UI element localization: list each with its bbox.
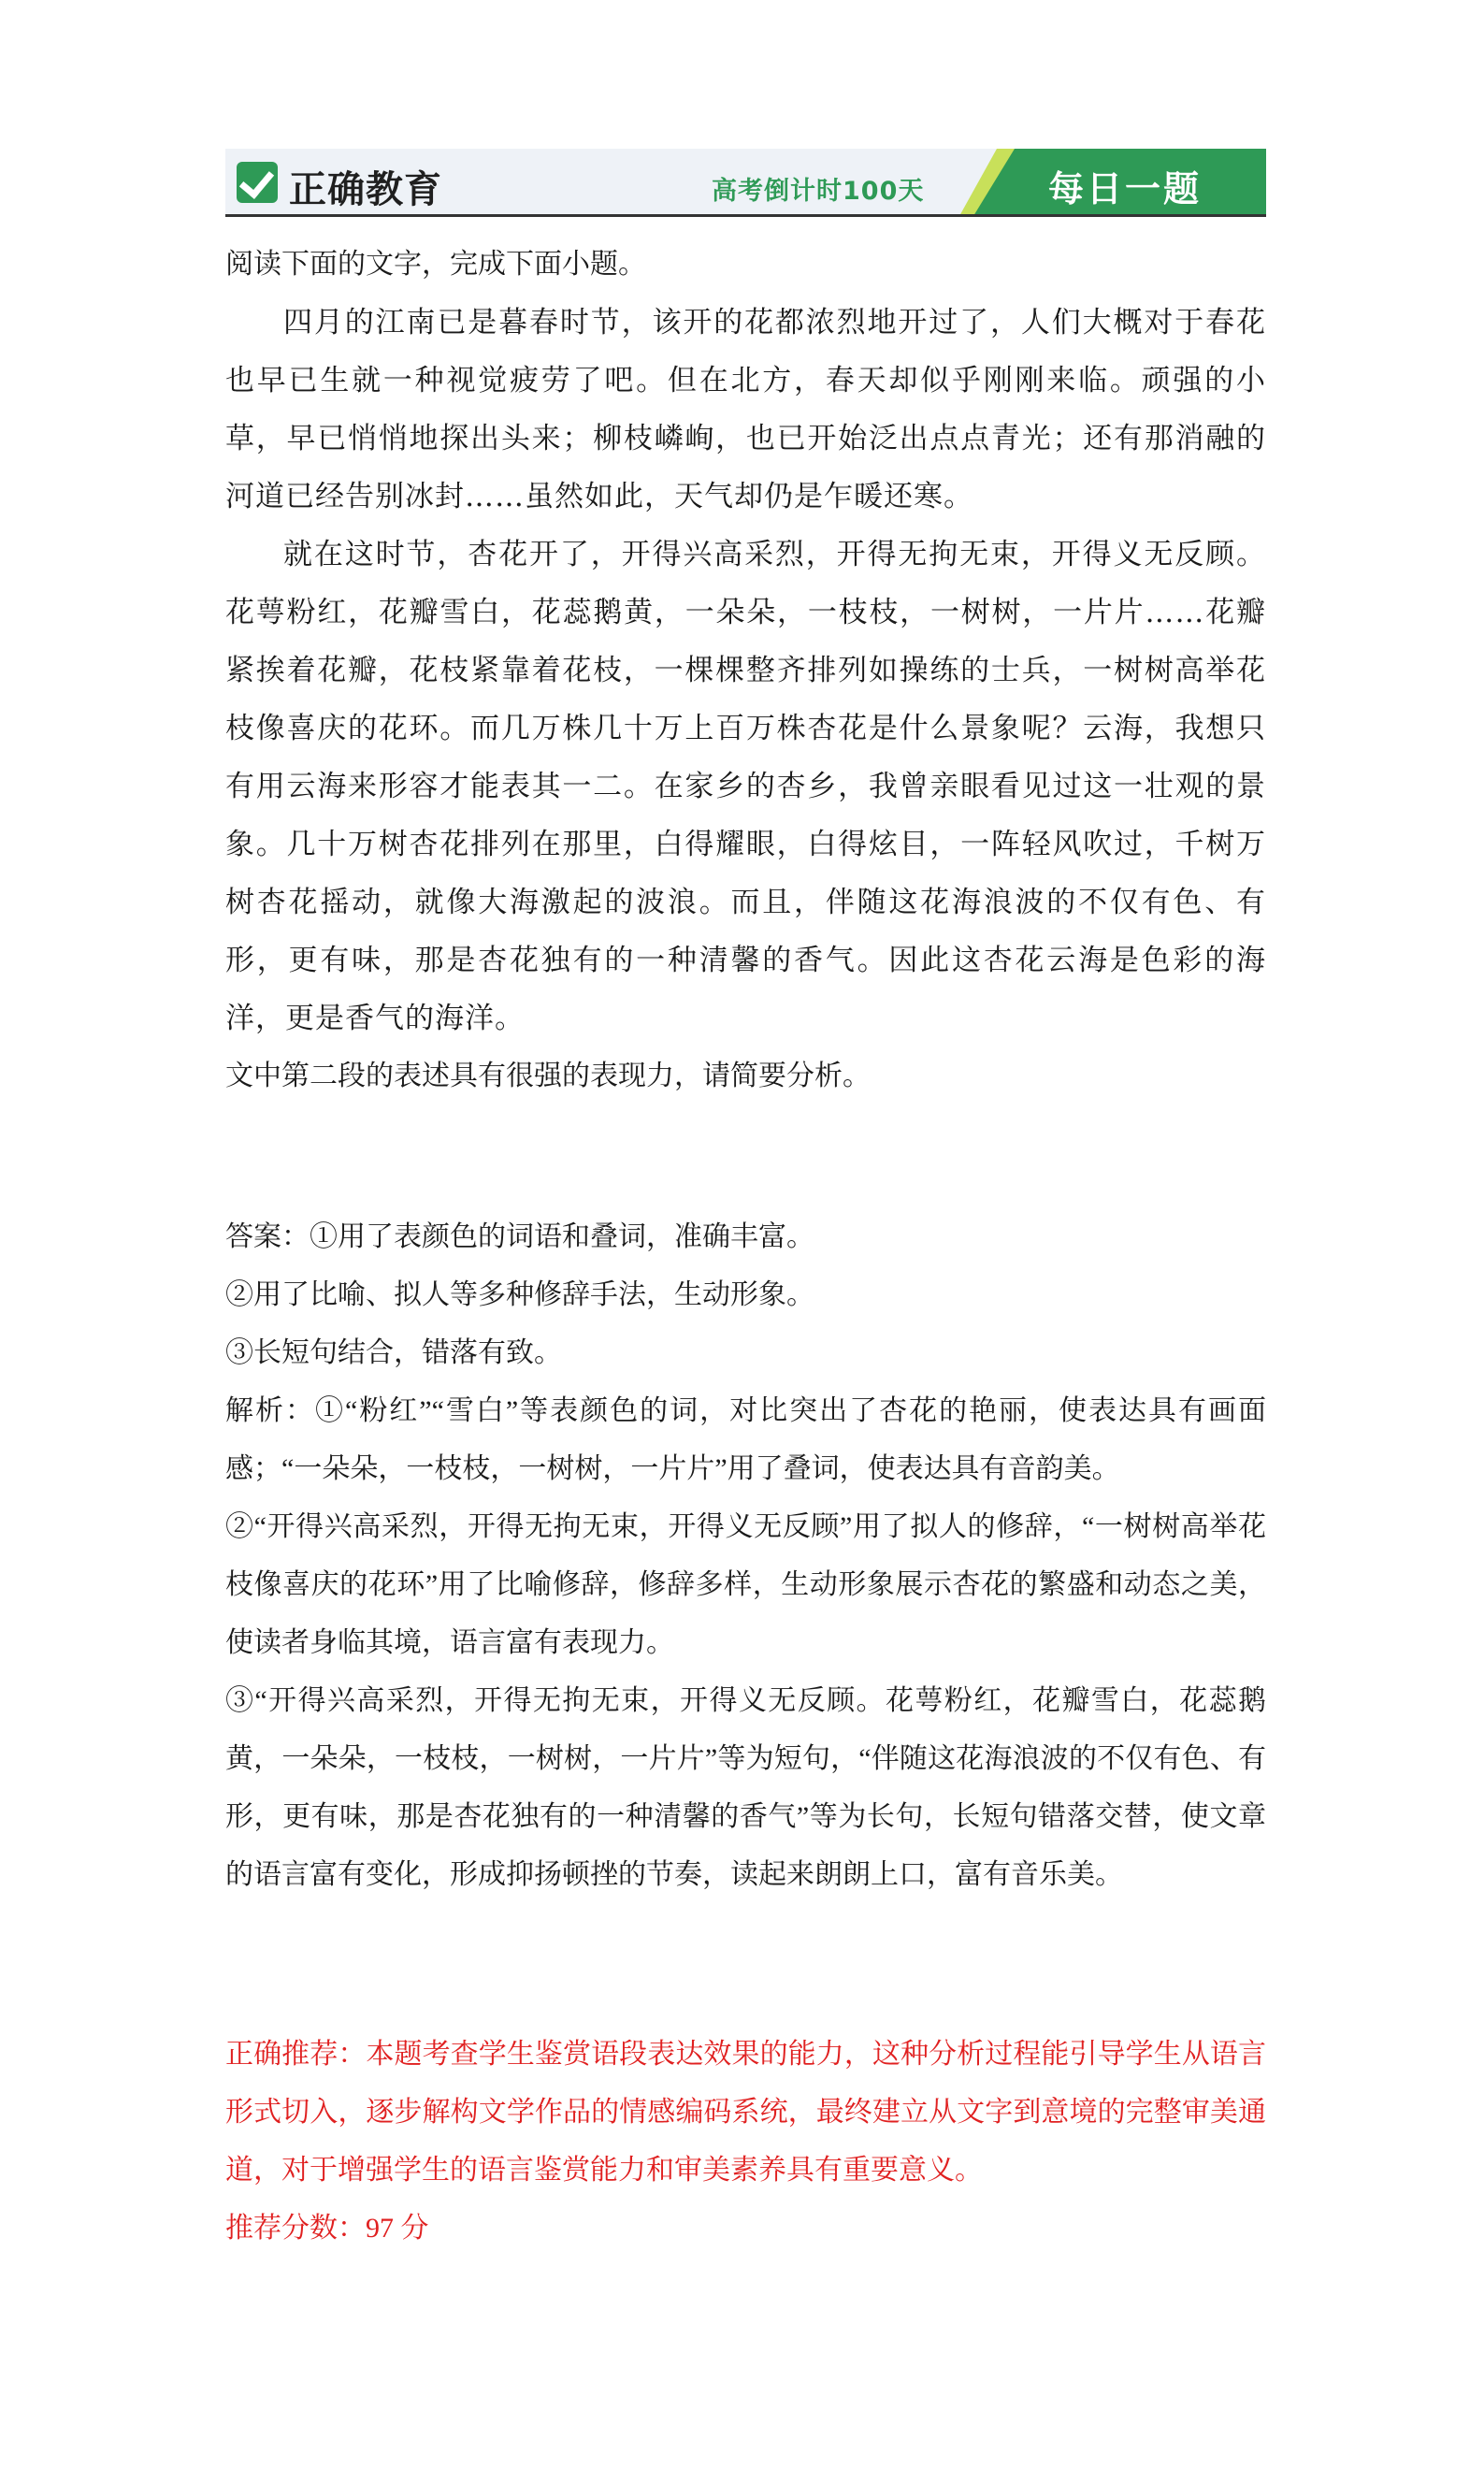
- analysis-3: ③“开得兴高采烈，开得无拘无束，开得义无反顾。花萼粉红，花瓣雪白，花蕊鹅黄，一朵朵，一枝枝，一树树，一片片”等为短句，“伴随这花海浪波的不仅有色、有形，更有味，那是杏花独有的一种清馨的香气”等为长句，长短句错落交替，使文章的语言富有变化，形成抑扬顿挫的节奏，读起来朗朗上口，富有音乐美。: [225, 1685, 1266, 1890]
- analysis-2: ②“开得兴高采烈，开得无拘无束，开得义无反顾”用了拟人的修辞，“一树树高举花枝像喜庆的花环”用了比喻修辞，修辞多样，生动形象展示杏花的繁盛和动态之美，使读者身临其境，语言富有表现力。: [225, 1511, 1266, 1658]
- recommendation-score: 推荐分数：97 分: [225, 2213, 429, 2244]
- recommendation-text: 正确推荐：本题考查学生鉴赏语段表达效果的能力，这种分析过程能引导学生从语言形式切入，逐步解构文学作品的情感编码系统，最终建立从文字到意境的完整审美通道，对于增强学生的语言鉴赏能力和审美素养具有重要意义。: [225, 2039, 1266, 2186]
- instruction: 阅读下面的文字，完成下面小题。: [225, 249, 646, 280]
- document-body: [225, 236, 1266, 2258]
- answer-line-2: ②用了比喻、拟人等多种修辞手法，生动形象。: [225, 1279, 814, 1310]
- brand-name: 正确教育: [289, 168, 442, 211]
- answer-line-1: 答案：①用了表颜色的词语和叠词，准确丰富。: [225, 1221, 814, 1252]
- header-banner: [225, 149, 1266, 216]
- check-icon: [237, 162, 278, 203]
- countdown-label: 高考倒计时100天: [712, 177, 925, 206]
- header-divider: [225, 214, 1266, 217]
- question-prompt: 文中第二段的表述具有很强的表现力，请简要分析。: [225, 1061, 871, 1091]
- answer-section: [225, 1208, 1266, 1904]
- recommendation-section: [225, 2026, 1266, 2258]
- analysis-1: 解析：①“粉红”“雪白”等表颜色的词，对比突出了杏花的艳丽，使表达具有画面感；“一朵朵，一枝枝，一树树，一片片”用了叠词，使表达具有音韵美。: [225, 1395, 1266, 1484]
- passage-paragraph-2: 就在这时节，杏花开了，开得兴高采烈，开得无拘无束，开得义无反顾。花萼粉红，花瓣雪白，花蕊鹅黄，一朵朵，一枝枝，一树树，一片片……花瓣紧挨着花瓣，花枝紧靠着花枝，一棵棵整齐排列如操练的士兵，一树树高举花枝像喜庆的花环。而几万株几十万上百万株杏花是什么景象呢？云海，我想只有用云海来形容才能表其一二。在家乡的杏乡，我曾亲眼看见过这一壮观的景象。几十万树杏花排列在那里，白得耀眼，白得炫目，一阵轻风吹过，千树万树杏花摇动，就像大海激起的波浪。而且，伴随这花海浪波的不仅有色、有形，更有味，那是杏花独有的一种清馨的香气。因此这杏花云海是色彩的海洋，更是香气的海洋。: [225, 538, 1266, 1035]
- passage-paragraph-1: 四月的江南已是暮春时节，该开的花都浓烈地开过了，人们大概对于春花也早已生就一种视觉疲劳了吧。但在北方，春天却似乎刚刚来临。顽强的小草，早已悄悄地探出头来；柳枝嶙峋，也已开始泛出点点青光；还有那消融的河道已经告别冰封……虽然如此，天气却仍是乍暖还寒。: [225, 306, 1266, 513]
- answer-line-3: ③长短句结合，错落有致。: [225, 1337, 562, 1368]
- daily-question-label: 每日一题: [1048, 168, 1203, 209]
